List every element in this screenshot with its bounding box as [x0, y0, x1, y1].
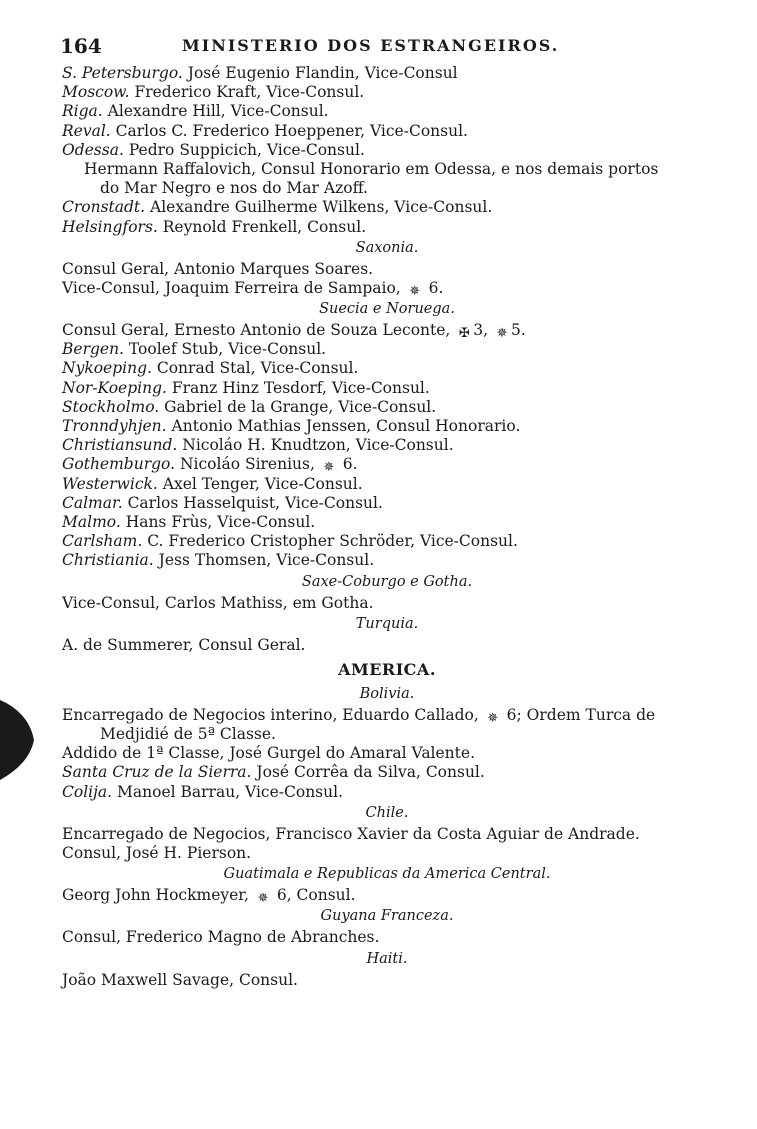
order-badge-icon: ✵ [487, 710, 499, 726]
list-item: Riga. Alexandre Hill, Vice-Consul. [62, 102, 329, 121]
list-item: Calmar. Carlos Hasselquist, Vice-Consul. [62, 493, 383, 512]
cross-order-icon: ✠ [458, 326, 470, 342]
chile-consul: Consul, José H. Pierson. [62, 844, 252, 862]
order-badge-icon: ✵ [409, 283, 421, 299]
section-america: AMERICA. [338, 659, 436, 679]
suecia-consul: Consul Geral, Ernesto Antonio de Souza Leconte, ✠ 3, ✵ 5. [62, 321, 526, 342]
list-item: Helsingfors. Reynold Frenkell, Consul. [62, 217, 367, 236]
heading-saxe-coburgo: Saxe-Coburgo e Gotha. [301, 573, 473, 590]
list-item: Christiansund. Nicoláo H. Knudtzon, Vice-Consul. [62, 436, 454, 455]
bolivia-encarregado: Encarregado de Negocios interino, Eduardo Callado, ✵ 6; Ordem Turca de [62, 705, 656, 726]
list-item: Gothemburgo. Nicoláo Sirenius, ✵ 6. [62, 455, 358, 476]
saxe-vice-consul: Vice-Consul, Carlos Mathiss, em Gotha. [62, 593, 374, 612]
heading-chile: Chile. [365, 804, 409, 821]
list-item: Moscow. Frederico Kraft, Vice-Consul. [62, 83, 365, 102]
bolivia-addido: Addido de 1ª Classe, José Gurgel do Amaral Valente. [62, 744, 475, 763]
turquia-consul: A. de Summerer, Consul Geral. [62, 635, 306, 654]
odessa-note-cont: do Mar Negro e nos do Mar Azoff. [100, 179, 368, 198]
heading-saxonia: Saxonia. [355, 239, 419, 256]
russia-list [62, 64, 712, 237]
heading-bolivia: Bolivia. [359, 685, 415, 702]
list-item: Cronstadt. Alexandre Guilherme Wilkens, Vice-Consul. [62, 198, 493, 217]
heading-suecia: Suecia e Noruega. [319, 301, 455, 318]
list-item: Nor-Koeping. Franz Hinz Tesdorf, Vice-Consul. [62, 378, 430, 397]
page-header [60, 34, 700, 58]
list-item: Carlsham. C. Frederico Cristopher Schröder, Vice-Consul. [62, 532, 518, 551]
heading-turquia: Turquia. [355, 615, 419, 632]
heading-guatimala: Guatimala e Republicas da America Central. [223, 866, 551, 883]
order-badge-icon: ✵ [496, 326, 508, 342]
chile-encarregado: Encarregado de Negocios, Francisco Xavier da Costa Aguiar de Andrade. [62, 824, 640, 843]
list-item: Santa Cruz de la Sierra. José Corrêa da Silva, Consul. [62, 763, 485, 782]
heading-haiti: Haiti. [366, 950, 408, 967]
list-item: Colija. Manoel Barrau, Vice-Consul. [62, 782, 343, 801]
heading-guyana: Guyana Franceza. [320, 908, 454, 925]
haiti-consul: João Maxwell Savage, Consul. [62, 970, 298, 989]
list-item: S. Petersburgo. José Eugenio Flandin, Vice-Consul [62, 64, 458, 82]
list-item: Odessa. Pedro Suppicich, Vice-Consul. [62, 140, 365, 159]
page-number: 164 [60, 34, 102, 58]
list-item: Christiania. Jess Thomsen, Vice-Consul. [62, 551, 375, 570]
saxonia-vice-consul: Vice-Consul, Joaquim Ferreira de Sampaio, ✵ 6. [62, 278, 444, 299]
guatimala-consul: Georg John Hockmeyer, ✵ 6, Consul. [62, 886, 356, 907]
list-item: Reval. Carlos C. Frederico Hoeppener, Vice-Consul. [62, 121, 468, 140]
odessa-note: Hermann Raffalovich, Consul Honorario em Odessa, e nos demais portos [84, 159, 659, 178]
list-item: Malmo. Hans Frùs, Vice-Consul. [62, 512, 316, 531]
list-item: Nykoeping. Conrad Stal, Vice-Consul. [62, 359, 359, 378]
order-badge-icon: ✵ [323, 460, 335, 476]
bolivia-encarregado-cont: Medjidié de 5ª Classe. [100, 725, 276, 744]
page-body [62, 64, 712, 990]
binding-edge [0, 700, 36, 780]
list-item: Stockholmo. Gabriel de la Grange, Vice-Consul. [62, 397, 437, 416]
list-item: Tronndyhjen. Antonio Mathias Jenssen, Consul Honorario. [62, 417, 521, 435]
running-title: MINISTERIO DOS ESTRANGEIROS. [182, 36, 560, 55]
saxonia-consul: Consul Geral, Antonio Marques Soares. [62, 259, 374, 278]
guyana-consul: Consul, Frederico Magno de Abranches. [62, 928, 380, 947]
list-item: Bergen. Toolef Stub, Vice-Consul. [62, 340, 327, 359]
order-badge-icon: ✵ [257, 891, 269, 907]
list-item: Westerwick. Axel Tenger, Vice-Consul. [62, 474, 363, 493]
